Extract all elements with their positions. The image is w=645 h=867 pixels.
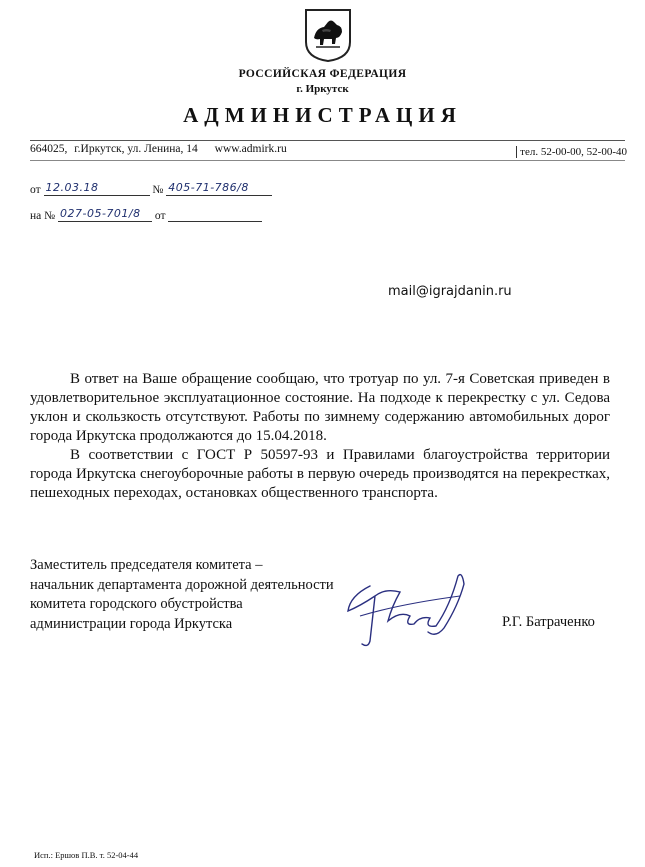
city-heading: г. Иркутск	[296, 83, 349, 95]
header-divider-bottom	[30, 160, 625, 161]
coat-of-arms-icon	[304, 8, 352, 62]
body-paragraph-1: В ответ на Ваше обращение сообщаю, что тротуар по ул. 7-я Советская приведен в удовлетворительное эксплуатационное состояние. На подходе к перекрестку с ул. Седова уклон и скользкость отсутствуют. Работы по зимнему содержанию автомобильных дорог города Иркутска продолжаются до 15.04.2018.	[30, 371, 610, 444]
recipient-email[interactable]: mail@igrajdanin.ru	[388, 284, 512, 299]
street-address: г.Иркутск, ул. Ленина, 14	[74, 143, 198, 155]
position-line-2: начальник департамента дорожной деятельности	[30, 576, 334, 593]
position-line-3: комитета городского обустройства	[30, 596, 243, 612]
postcode: 664025,	[30, 143, 68, 155]
number-field: 405-71-786/8	[166, 181, 272, 196]
reply-number-field: 027-05-701/8	[58, 207, 152, 222]
number-label: №	[152, 184, 164, 196]
reply-registration	[30, 207, 262, 222]
address-line	[30, 143, 301, 155]
phone-numbers: тел. 52-00-00, 52-00-40	[516, 146, 627, 158]
position-line-4: администрации города Иркутска	[30, 615, 233, 632]
outgoing-registration	[30, 181, 272, 196]
position-line-1: Заместитель председателя комитета –	[30, 557, 263, 573]
date-label: от	[30, 184, 41, 196]
country-heading: РОССИЙСКАЯ ФЕДЕРАЦИЯ	[238, 68, 407, 80]
handwritten-signature	[340, 566, 480, 656]
website-link[interactable]: www.admirk.ru	[214, 143, 287, 155]
body-paragraph-2: В соответствии с ГОСТ Р 50597-93 и Правилами благоустройства территории города Иркутска снегоуборочные работы в первую очередь производятся на перекрестках, пешеходных переходах, остановках общественного транспорта.	[30, 447, 610, 501]
date-field: 12.03.18	[44, 181, 150, 196]
reply-date-field	[168, 207, 262, 222]
page-title: АДМИНИСТРАЦИЯ	[183, 103, 462, 127]
signer-name: Р.Г. Батраченко	[502, 614, 595, 630]
executor-note: Исп.: Ершов П.В. т. 52-04-44	[34, 850, 139, 860]
letter-body	[30, 370, 610, 503]
signer-position	[30, 556, 334, 634]
header-divider-top	[30, 140, 625, 141]
reply-number-label: на №	[30, 210, 56, 222]
reply-date-label: от	[154, 210, 166, 222]
